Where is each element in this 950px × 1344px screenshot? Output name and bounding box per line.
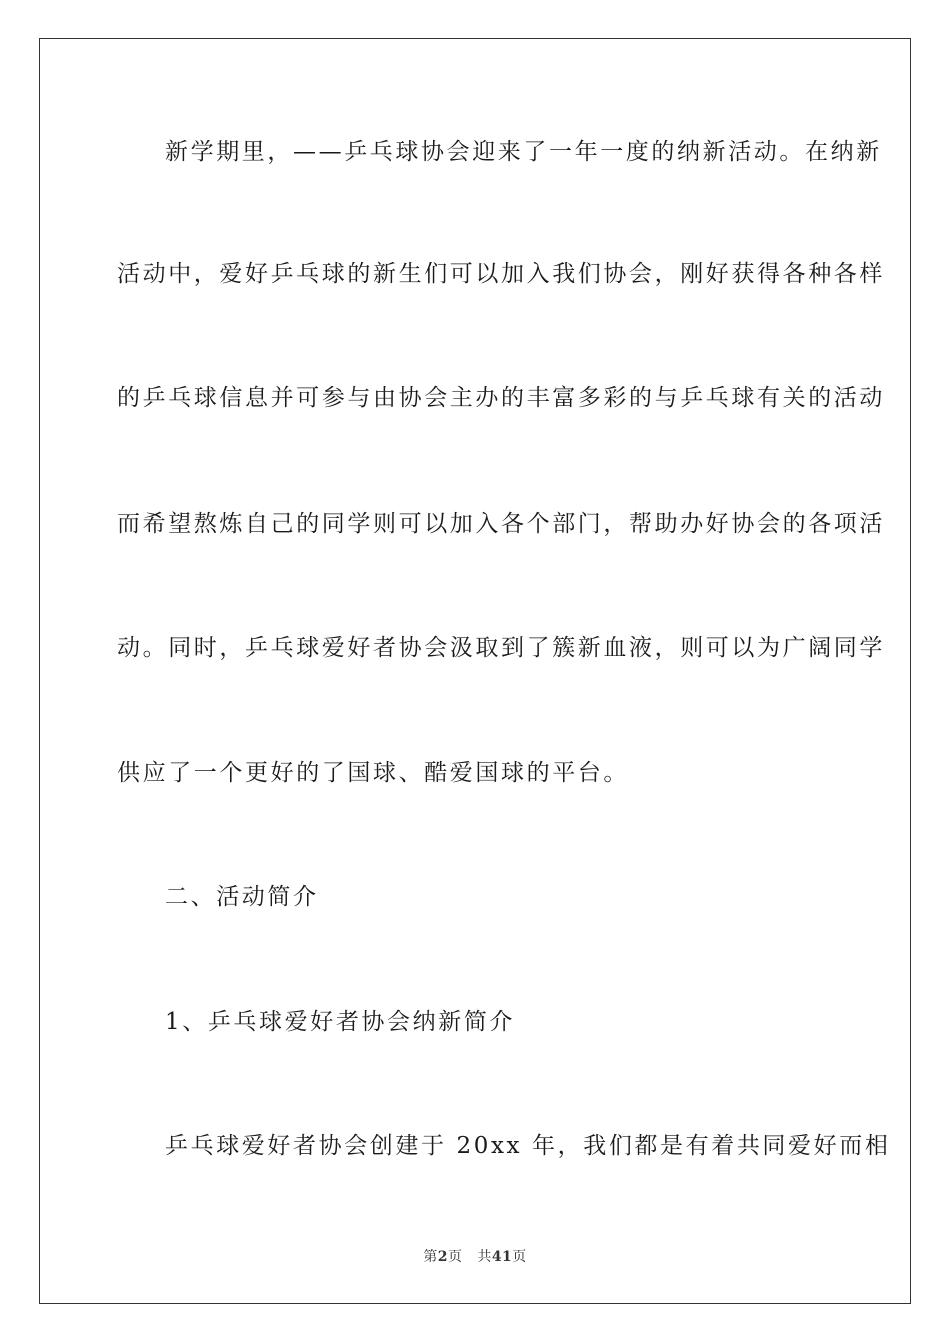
page-footer bbox=[0, 1246, 950, 1266]
page-border bbox=[39, 38, 911, 1304]
page-number: 2 bbox=[437, 1249, 448, 1265]
page-suffix: 页 bbox=[447, 1249, 463, 1265]
paragraph-line-5: 动。同时，乒乓球爱好者协会汲取到了簇新血液，则可以为广阔同学 bbox=[117, 635, 885, 661]
paragraph-line-2: 活动中，爱好乒乓球的新生们可以加入我们协会，刚好获得各种各样 bbox=[117, 261, 885, 287]
paragraph-line-1: 新学期里，——乒乓球协会迎来了一年一度的纳新活动。在纳新 bbox=[165, 139, 882, 165]
paragraph-line-4: 而希望熬炼自己的同学则可以加入各个部门，帮助办好协会的各项活 bbox=[117, 511, 885, 537]
paragraph-line-7: 乒乓球爱好者协会创建于 20xx 年，我们都是有着共同爱好而相 bbox=[165, 1133, 891, 1159]
subsection-heading: 1、乒乓球爱好者协会纳新简介 bbox=[165, 1009, 516, 1035]
page-prefix: 第 bbox=[423, 1249, 438, 1265]
total-suffix: 页 bbox=[512, 1249, 527, 1265]
total-prefix: 共 bbox=[477, 1249, 492, 1265]
section-heading: 二、活动简介 bbox=[165, 884, 319, 910]
total-pages: 41 bbox=[491, 1249, 513, 1265]
paragraph-line-3: 的乒乓球信息并可参与由协会主办的丰富多彩的与乒乓球有关的活动 bbox=[117, 385, 885, 411]
paragraph-line-6: 供应了一个更好的了国球、酷爱国球的平台。 bbox=[117, 760, 629, 786]
